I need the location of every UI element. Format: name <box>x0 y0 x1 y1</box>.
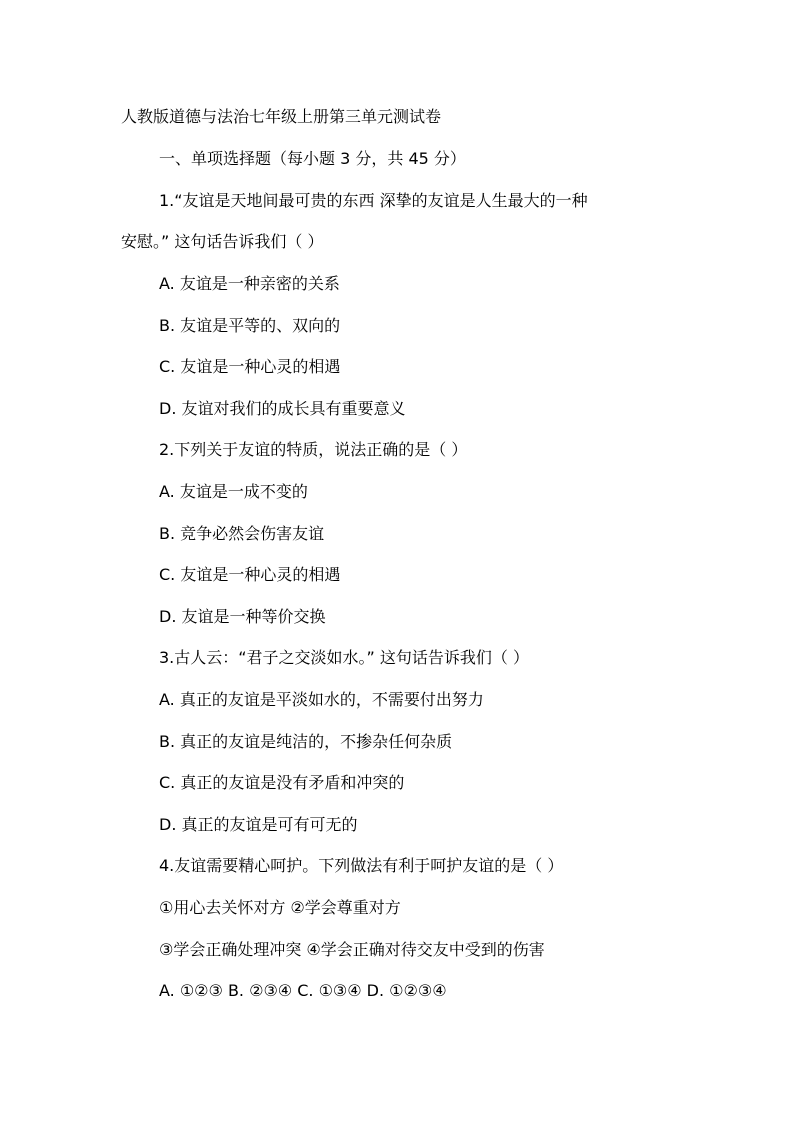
section-heading: 一、单项选择题（每小题 3 分，共 45 分） <box>159 149 466 168</box>
question-4-answer-options: A. ①②③ B. ②③④ C. ①③④ D. ①②③④ <box>159 981 447 1000</box>
question-3-option-a: A. 真正的友谊是平淡如水的，不需要付出努力 <box>159 690 484 709</box>
question-1-option-a: A. 友谊是一种亲密的关系 <box>159 274 340 293</box>
question-2-option-c: C. 友谊是一种心灵的相遇 <box>159 565 341 584</box>
question-3-option-b: B. 真正的友谊是纯洁的，不掺杂任何杂质 <box>159 732 453 751</box>
question-4-stem: 4.友谊需要精心呵护。下列做法有利于呵护友谊的是（ ） <box>159 856 564 875</box>
question-2-option-b: B. 竞争必然会伤害友谊 <box>159 524 325 543</box>
question-1-stem-continued: 安慰。” 这句话告诉我们（ ） <box>121 232 324 251</box>
question-1-option-d: D. 友谊对我们的成长具有重要意义 <box>159 399 406 418</box>
question-3-option-d: D. 真正的友谊是可有可无的 <box>159 815 358 834</box>
question-1-option-c: C. 友谊是一种心灵的相遇 <box>159 357 341 376</box>
question-4-statements-1: ①用心去关怀对方 ②学会尊重对方 <box>159 898 401 917</box>
question-2-option-a: A. 友谊是一成不变的 <box>159 482 308 501</box>
question-1-option-b: B. 友谊是平等的、双向的 <box>159 316 341 335</box>
question-4-statements-2: ③学会正确处理冲突 ④学会正确对待交友中受到的伤害 <box>159 940 545 959</box>
question-3-stem: 3.古人云：“君子之交淡如水。” 这句话告诉我们（ ） <box>159 648 530 667</box>
question-3-option-c: C. 真正的友谊是没有矛盾和冲突的 <box>159 773 405 792</box>
question-1-stem: 1.“友谊是天地间最可贵的东西 深挚的友谊是人生最大的一种 <box>159 191 588 210</box>
question-2-option-d: D. 友谊是一种等价交换 <box>159 607 326 626</box>
document-title: 人教版道德与法治七年级上册第三单元测试卷 <box>121 107 442 126</box>
question-2-stem: 2.下列关于友谊的特质，说法正确的是（ ） <box>159 440 468 459</box>
